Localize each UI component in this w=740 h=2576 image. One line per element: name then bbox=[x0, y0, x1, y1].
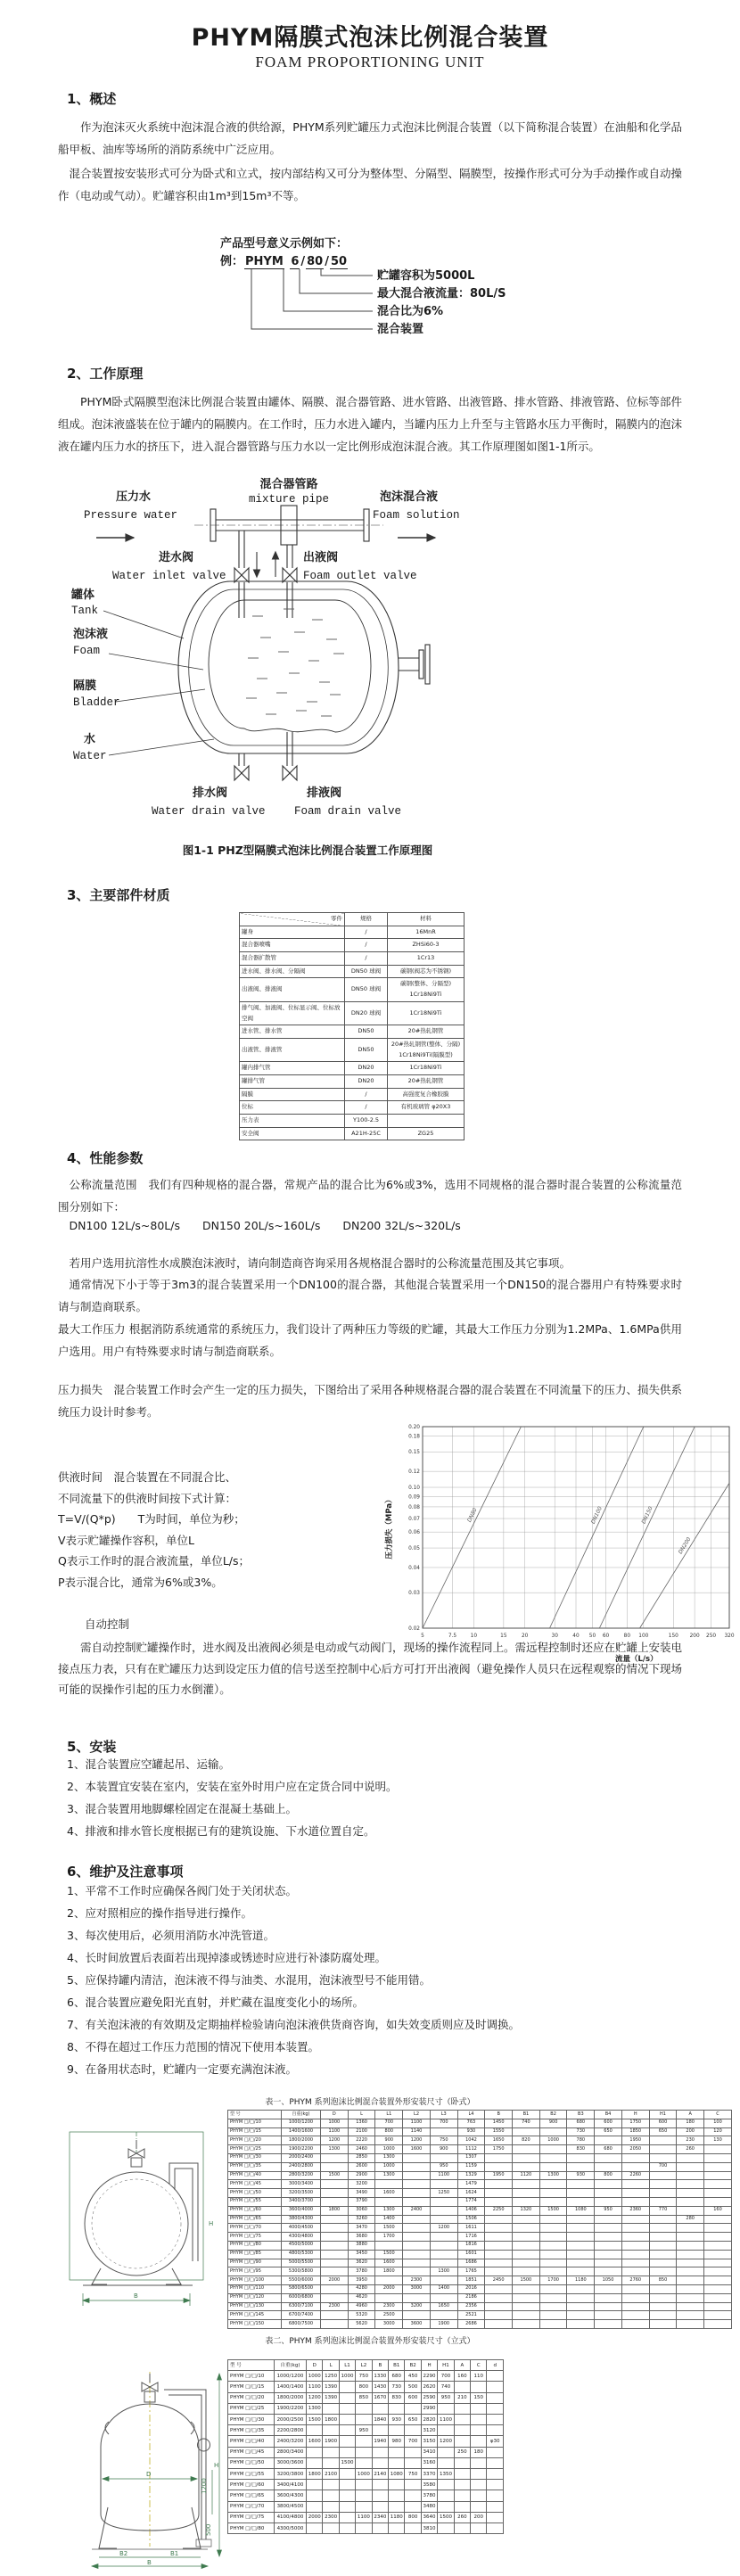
svg-text:20: 20 bbox=[521, 1634, 529, 1639]
svg-text:40: 40 bbox=[572, 1634, 580, 1639]
series-label: DN150 bbox=[640, 1505, 654, 1526]
para-max-pressure: 最大工作压力 根据消防系统通常的系统压力，我们设计了两种压力等级的贮罐，其最大工作压力分别为1.2MPa、1.6MPa供用户选用。用户有特殊要求时请与制造商联系。 bbox=[58, 1322, 682, 1358]
list-item: 2、应对照相应的操作指导进行操作。 bbox=[67, 1906, 252, 1920]
list-item: 9、在备用状态时，贮罐内一定要充满泡沫液。 bbox=[67, 2062, 297, 2076]
table-row: PHYM □/□/40 2400/3200 1600 1900 1940 980 700 3150 1200 φ30 bbox=[228, 2436, 504, 2447]
table-row: PHYM □/□/60 3600/4000 1800 3060 1300 2400 1406 2250 1320 1500 1080 950 2360 770 160 bbox=[228, 2206, 732, 2215]
table-row: PHYM □/□/10 1000/1200 1000 1360 700 1100 700 763 1450 740 900 680 600 1750 600 180 100 bbox=[228, 2119, 732, 2127]
callout-volume: 贮罐容积为5000L bbox=[377, 269, 475, 283]
svg-text:0.20: 0.20 bbox=[408, 1425, 420, 1430]
column-header: B2 bbox=[405, 2360, 421, 2371]
table2-header bbox=[228, 2360, 504, 2371]
table-row: 排气阀、加液阀、位标显示阀、位标放空阀 DN20 球阀 1Cr18Ni9Ti bbox=[240, 1001, 465, 1025]
table-row: PHYM □/□/30 2000/2500 1500 1800 1840 930 650 2820 1100 bbox=[228, 2415, 504, 2425]
section1-para1: 作为泡沫灭火系统中泡沫混合液的供给源，PHYM系列贮罐压力式泡沫比例混合装置（以下简称混合装置）在油船和化学品船甲板、油库等场所的消防系统中广泛应用。 bbox=[58, 120, 682, 156]
drawing2-dim-h: H bbox=[214, 2462, 219, 2469]
label-foam-en: Foam bbox=[73, 645, 101, 657]
label-foam-drain-en: Foam drain valve bbox=[294, 805, 402, 818]
column-header: B bbox=[372, 2360, 388, 2371]
list-item: 1、混合装置应空罐起吊、运输。 bbox=[67, 1757, 230, 1771]
list-item: 2、本装置宜安装在室内，安装在室外时用户应在定货合同中说明。 bbox=[67, 1780, 398, 1793]
svg-text:0.07: 0.07 bbox=[408, 1517, 420, 1523]
table-row: PHYM □/□/20 1800/2000 1200 1390 850 1670 830 600 2590 950 210 150 bbox=[228, 2392, 504, 2403]
chart-ylabel: 压力损失（MPa） bbox=[385, 1495, 394, 1560]
model-example bbox=[205, 234, 588, 350]
column-header: B bbox=[485, 2111, 513, 2119]
table-row: PHYM □/□/95 5300/5800 3780 1800 1300 1765 bbox=[228, 2267, 732, 2276]
table-row: PHYM □/□/90 5000/5500 3620 1600 1686 bbox=[228, 2259, 732, 2267]
svg-text:320: 320 bbox=[724, 1634, 735, 1639]
para-flow-range: 公称流量范围 我们有四种规格的混合器，常规产品的混合比为6%或3%，选用不同规格的混合器时混合装置的公称流量范围分别如下： bbox=[58, 1178, 682, 1214]
section5-heading: 5、安装 bbox=[67, 1739, 117, 1755]
svg-text:60: 60 bbox=[602, 1634, 610, 1639]
table-row: 罐身 / 16MnR bbox=[240, 926, 465, 939]
column-header: H bbox=[421, 2360, 437, 2371]
drawing2-dim-1200: 1200 bbox=[201, 2478, 208, 2494]
table-row: PHYM □/□/45 3000/3400 3200 1479 bbox=[228, 2180, 732, 2189]
table2-caption: 表二、PHYM 系列泡沫比例混合装置外形安装尺寸（立式） bbox=[265, 2337, 475, 2346]
model-part-volume: 50 bbox=[330, 255, 348, 268]
svg-text:0.05: 0.05 bbox=[408, 1546, 420, 1552]
column-header: L2 bbox=[403, 2111, 431, 2119]
table-row: 安全阀 A21H-25C ZG25 bbox=[240, 1127, 465, 1140]
column-header: L2 bbox=[356, 2360, 372, 2371]
column-header: 零件 bbox=[240, 913, 345, 926]
table-row: PHYM □/□/50 3200/3500 3490 1600 1250 1624 bbox=[228, 2189, 732, 2198]
column-header: 型 号 bbox=[228, 2360, 275, 2371]
table1-header bbox=[228, 2111, 732, 2119]
column-header: A bbox=[677, 2111, 704, 2119]
table-row: PHYM □/□/35 2400/2800 2600 1000 950 1159 700 bbox=[228, 2162, 732, 2171]
svg-text:0.18: 0.18 bbox=[408, 1434, 420, 1440]
list-item: 4、长时间放置后表面若出现掉漆或锈迹时应进行补漆防腐处理。 bbox=[67, 1951, 386, 1964]
auto-control-para: 需自动控制贮罐操作时，进水阀及出液阀必须是电动或气动阀门，现场的操作流程同上。需远程控制时还应在贮罐上安装电接点压力表，只有在贮罐压力达到设定压力值的信号送至控制中心后方可打开出液阀（避免操作人员只在远程观察的情况下现场可能的误操作引起的压力水倒灌）。 bbox=[58, 1641, 683, 1696]
table-row: 出液阀、排液阀 DN50 球阀 碳钢(整体、分隔型) 1Cr18Ni9Ti bbox=[240, 978, 465, 1001]
list-item: 8、不得在超过工作压力范围的情况下使用本装置。 bbox=[67, 2040, 319, 2053]
svg-text:0.04: 0.04 bbox=[408, 1565, 420, 1571]
list-item: 5、应保持罐内清洁，泡沫液不得与油类、水混用，泡沫液型号不能用错。 bbox=[67, 1973, 431, 1987]
list-item: 3、混合装置用地脚螺栓固定在混凝土基础上。 bbox=[67, 1802, 297, 1815]
para-pressure-loss: 压力损失 混合装置工作时会产生一定的压力损失，下图给出了采用各种规格混合器的混合装置在不同流量下的压力、损失供系统压力设计时参考。 bbox=[58, 1383, 683, 1419]
table-row: PHYM □/□/25 1900/2200 1300 2990 bbox=[228, 2403, 504, 2414]
table-row: PHYM □/□/145 6700/7400 5320 2500 2521 bbox=[228, 2311, 732, 2320]
section2-para: PHYM卧式隔膜型泡沫比例混合装置由罐体、隔膜、混合器管路、进水管路、出液管路、排水管路、排液管路、位标等部件组成。泡沫液盛装在位于罐内的隔膜内。在工作时，压力水进入罐内，当罐内压力上升至与主管路水压力平衡时，隔膜内的泡沫液在罐内压力水的挤压下，进入混合器管路与压力水以一定比例形成泡沫混合液。其工作原理图如图1-1所示。 bbox=[58, 395, 683, 453]
svg-text:10: 10 bbox=[470, 1634, 478, 1639]
model-part-series: PHYM bbox=[245, 255, 284, 268]
table-row: 罐内排气管 DN20 1Cr18Ni9Ti bbox=[240, 1062, 465, 1075]
dimensions-table-vertical bbox=[227, 2359, 504, 2534]
series-label: DN80 bbox=[465, 1507, 479, 1524]
list-item: 4、排液和排水管长度根据已有的建筑设施、下水道位置自定。 bbox=[67, 1824, 375, 1838]
table-row: PHYM □/□/85 4800/5300 3450 1500 1601 bbox=[228, 2250, 732, 2259]
table-row: PHYM □/□/100 5500/6000 2000 3950 2300 1851 2450 1500 1700 1180 1050 2760 850 bbox=[228, 2276, 732, 2285]
svg-text:250: 250 bbox=[706, 1634, 717, 1639]
table-row: PHYM □/□/40 2800/3200 1500 2900 1300 1100 1329 1950 1120 1300 930 800 2260 bbox=[228, 2171, 732, 2180]
svg-text:0.09: 0.09 bbox=[408, 1494, 420, 1501]
column-header: 自重(kg) bbox=[282, 2111, 321, 2119]
list-item: P表示混合比，通常为6%或3%。 bbox=[58, 1575, 223, 1589]
table-row: PHYM □/□/80 4300/5000 3810 bbox=[228, 2523, 504, 2534]
list-item: 1、平常不工作时应确保各阀门处于关闭状态。 bbox=[67, 1884, 297, 1897]
label-foam-outlet-cn: 出液阀 bbox=[303, 551, 339, 564]
svg-text:0.15: 0.15 bbox=[408, 1450, 420, 1456]
table-row: PHYM □/□/15 1400/1400 1100 1390 800 1430 730 500 2620 740 bbox=[228, 2382, 504, 2392]
column-header: 规格 bbox=[345, 913, 388, 926]
svg-text:150: 150 bbox=[668, 1634, 678, 1639]
table-row: PHYM □/□/80 4500/5000 3880 1816 bbox=[228, 2241, 732, 2250]
label-foam-outlet-en: Foam outlet valve bbox=[303, 570, 417, 582]
table-row: PHYM □/□/35 2200/2800 950 3120 bbox=[228, 2425, 504, 2436]
label-mixture-pipe-cn: 混合器管路 bbox=[259, 478, 318, 491]
model-example-prefix: 例： bbox=[220, 255, 244, 268]
column-header: B4 bbox=[595, 2111, 622, 2119]
list-item: 7、有关泡沫液的有效期及定期抽样检验请向泡沫液供货商咨询，如失效变质则应及时调换。 bbox=[67, 2018, 520, 2031]
drawing1-dim-h: H bbox=[209, 2220, 214, 2227]
column-header: D bbox=[307, 2360, 323, 2371]
para-usual: 通常情况下小于等于3m3的混合装置采用一个DN100的混合器，其他混合装置采用一个DN150的混合器用户有特殊要求时请与制造商联系。 bbox=[58, 1278, 682, 1313]
table-row: 混合器扩散管 / 1Cr13 bbox=[240, 952, 465, 966]
page-subtitle: FOAM PROPORTIONING UNIT bbox=[255, 53, 485, 70]
series-label: DN200 bbox=[677, 1536, 693, 1556]
section2-heading: 2、工作原理 bbox=[67, 366, 144, 382]
callout-ratio: 混合比为6% bbox=[377, 305, 444, 318]
svg-text:80: 80 bbox=[623, 1634, 631, 1639]
label-foam-drain-cn: 排液阀 bbox=[307, 786, 342, 800]
materials-table bbox=[239, 912, 465, 1140]
callout-device: 混合装置 bbox=[377, 323, 424, 336]
column-header: L bbox=[323, 2360, 339, 2371]
label-mixture-pipe-en: mixture pipe bbox=[248, 493, 330, 506]
column-header: H1 bbox=[438, 2360, 454, 2371]
column-header: 材料 bbox=[388, 913, 465, 926]
table-row: PHYM □/□/20 1800/2000 1200 2220 900 1200 750 1042 1650 820 1000 780 1950 230 130 bbox=[228, 2136, 732, 2145]
model-part-flow: 80 bbox=[307, 255, 324, 268]
table-row: PHYM □/□/150 6800/7500 5620 3000 3600 1900 2686 bbox=[228, 2320, 732, 2329]
table-row: 出液管、排液管 DN50 20#热轧钢管(整体、分隔) 1Cr18Ni9Ti(隔膜型) bbox=[240, 1038, 465, 1061]
table-row: PHYM □/□/120 6000/6800 4620 2186 bbox=[228, 2293, 732, 2302]
table-row: PHYM □/□/65 3800/4300 3260 1400 1506 280 bbox=[228, 2215, 732, 2224]
list-item: 3、每次使用后，必须用消防水冲洗管道。 bbox=[67, 1929, 275, 1942]
drawing2-dim-b2: B2 bbox=[119, 2550, 128, 2557]
table1-caption: 表一、PHYM 系列泡沫比例混合装置外形安装尺寸（卧式） bbox=[265, 2098, 475, 2107]
series-label: DN100 bbox=[589, 1505, 604, 1526]
label-water-inlet-cn: 进水阀 bbox=[159, 551, 194, 564]
drawing2-dim-b1: B1 bbox=[170, 2550, 179, 2557]
column-header: H1 bbox=[649, 2111, 677, 2119]
label-bladder-en: Bladder bbox=[73, 696, 120, 709]
column-header: L1 bbox=[339, 2360, 355, 2371]
column-header: B3 bbox=[567, 2111, 595, 2119]
table-row: PHYM □/□/55 3200/3800 1800 2100 1000 2140 1080 750 3370 1350 bbox=[228, 2469, 504, 2480]
list-item: T=V/(Q*p) T为时间，单位为秒； bbox=[58, 1512, 245, 1526]
tank-drawing-vertical bbox=[78, 2365, 226, 2572]
supply-time-block bbox=[58, 1467, 370, 1593]
materials-table-header bbox=[240, 913, 465, 926]
section3-heading: 3、主要部件材质 bbox=[67, 887, 170, 903]
table-row: PHYM □/□/25 1900/2200 1300 2460 1000 1600 900 1112 1750 830 680 2050 260 bbox=[228, 2145, 732, 2154]
svg-text:30: 30 bbox=[551, 1634, 558, 1639]
section1-heading: 1、概述 bbox=[67, 91, 117, 107]
dimensions-table-horizontal bbox=[227, 2110, 732, 2329]
section4-heading: 4、性能参数 bbox=[67, 1150, 144, 1166]
table-row: 隔膜 / 高强度复合橡胶膜 bbox=[240, 1088, 465, 1101]
label-tank-en: Tank bbox=[71, 605, 99, 617]
list-item: 6、混合装置应避免阳光直射，并贮藏在温度变化小的场所。 bbox=[67, 1996, 364, 2009]
table-row: PHYM □/□/75 4300/4800 3680 1700 1716 bbox=[228, 2233, 732, 2242]
table-row: PHYM □/□/60 3400/4100 3580 bbox=[228, 2480, 504, 2490]
table-row: PHYM □/□/75 4100/4800 2000 2300 1100 2340 1180 800 3640 1500 260 200 bbox=[228, 2512, 504, 2523]
table-row: PHYM □/□/70 3800/4500 3480 bbox=[228, 2501, 504, 2512]
table-row: 进水管、排水管 DN50 20#热轧钢管 bbox=[240, 1025, 465, 1039]
drawing1-dim-b: B bbox=[134, 2292, 138, 2300]
column-header: L1 bbox=[375, 2111, 403, 2119]
column-header: B1 bbox=[513, 2111, 540, 2119]
tank-drawing-horizontal bbox=[52, 2127, 226, 2315]
label-tank-cn: 罐体 bbox=[71, 588, 95, 602]
column-header: D bbox=[321, 2111, 349, 2119]
table-row: 混合器喷嘴 / ZHSi60-3 bbox=[240, 939, 465, 952]
section1-para2: 混合装置按安装形式可分为卧式和立式，按内部结构又可分为整体型、分隔型、隔膜型，按操作形式可分为手动操作或自动操作（电动或气动）。贮罐容积由1m³到15m³不等。 bbox=[58, 167, 683, 202]
callout-flow: 最大混合液流量：80L/S bbox=[377, 287, 506, 300]
svg-text:0.06: 0.06 bbox=[408, 1530, 420, 1536]
drawing2-dim-d: D bbox=[146, 2471, 152, 2478]
svg-text:5: 5 bbox=[421, 1634, 424, 1639]
label-foam-solution-en: Foam solution bbox=[373, 509, 460, 522]
label-foam-solution-cn: 泡沫混合液 bbox=[380, 490, 439, 504]
column-header: L4 bbox=[457, 2111, 485, 2119]
label-water-cn: 水 bbox=[84, 733, 96, 746]
model-example-code: 例： PHYM 6 / 80 / 50 bbox=[220, 255, 348, 268]
table-row: 罐排气管 DN20 20#热轧钢管 bbox=[240, 1074, 465, 1088]
column-header: C bbox=[471, 2360, 487, 2371]
column-header: A bbox=[454, 2360, 470, 2371]
svg-text:7.5: 7.5 bbox=[448, 1634, 457, 1639]
svg-text:15: 15 bbox=[500, 1634, 507, 1639]
list-item: 供液时间 混合装置在不同混合比、 bbox=[58, 1470, 237, 1484]
section6-heading: 6、维护及注意事项 bbox=[67, 1864, 184, 1880]
svg-text:0.08: 0.08 bbox=[408, 1504, 420, 1510]
label-water-drain-en: Water drain valve bbox=[152, 805, 266, 818]
model-part-ratio: 6 bbox=[291, 255, 300, 268]
drawing2-dim-b: B bbox=[147, 2559, 152, 2566]
table-row: 压力表 Y100-2.5 bbox=[240, 1115, 465, 1128]
label-water-en: Water bbox=[73, 750, 107, 762]
column-header: C bbox=[704, 2111, 732, 2119]
svg-text:200: 200 bbox=[689, 1634, 700, 1639]
svg-text:0.02: 0.02 bbox=[408, 1626, 420, 1632]
column-header: B1 bbox=[389, 2360, 405, 2371]
table-row: PHYM □/□/130 6300/7100 2300 4960 2300 3200 1650 2356 bbox=[228, 2302, 732, 2311]
drawing2-dim-500: 500 bbox=[205, 2523, 212, 2536]
chart-xlabel: 流量（L/s） bbox=[615, 1655, 658, 1664]
install-list bbox=[67, 1753, 682, 1842]
column-header: L3 bbox=[430, 2111, 457, 2119]
maintenance-list bbox=[67, 1880, 682, 2080]
column-header: B2 bbox=[539, 2111, 567, 2119]
label-water-inlet-en: Water inlet valve bbox=[112, 570, 226, 582]
auto-control-heading: 自动控制 bbox=[85, 1617, 130, 1631]
table-row: PHYM □/□/10 1000/1200 1000 1250 1000 750 1330 680 450 2290 700 160 110 bbox=[228, 2371, 504, 2382]
list-item: V表示贮罐操作容积，单位L bbox=[58, 1533, 195, 1547]
figure-caption: 图1-1 PHZ型隔膜式泡沫比例混合装置工作原理图 bbox=[182, 844, 433, 857]
label-pressure-water-en: Pressure water bbox=[84, 509, 178, 522]
table-row: PHYM □/□/65 3600/4300 3780 bbox=[228, 2490, 504, 2501]
table-row: PHYM □/□/15 1400/1600 1100 2100 800 1140 930 1550 730 650 1850 650 200 120 bbox=[228, 2127, 732, 2136]
label-bladder-cn: 隔膜 bbox=[73, 679, 97, 693]
svg-text:0.03: 0.03 bbox=[408, 1591, 420, 1597]
principle-diagram bbox=[70, 475, 462, 834]
column-header: 自重(kg) bbox=[275, 2360, 307, 2371]
table-row: 位标 / 有机玻璃管 φ20X3 bbox=[240, 1101, 465, 1115]
svg-text:100: 100 bbox=[638, 1634, 649, 1639]
model-example-intro: 产品型号意义示例如下： bbox=[220, 237, 349, 251]
pressure-loss-chart bbox=[382, 1418, 736, 1666]
para-note: 若用户选用抗溶性水成膜泡沫液时，请向制造商咨询采用各规格混合器时的公称流量范围及其它事项。 bbox=[69, 1256, 571, 1270]
column-header: L bbox=[348, 2111, 375, 2119]
list-item: Q表示工作时的混合液流量，单位L/s； bbox=[58, 1554, 251, 1568]
label-water-drain-cn: 排水阀 bbox=[193, 786, 228, 800]
table-row: PHYM □/□/110 5800/6500 4280 2000 3000 1400 2016 bbox=[228, 2284, 732, 2293]
column-header: 型 号 bbox=[228, 2111, 282, 2119]
svg-text:0.10: 0.10 bbox=[408, 1486, 420, 1492]
column-header: d bbox=[487, 2360, 504, 2371]
page-title: PHYM隔膜式泡沫比例混合装置 bbox=[191, 24, 549, 52]
table-row: 进水阀、排水阀、分隔阀 DN50 球阀 碳钢(阀芯为不锈钢) bbox=[240, 965, 465, 978]
svg-text:0.12: 0.12 bbox=[408, 1469, 420, 1476]
table-row: PHYM □/□/50 3000/3600 1500 3160 bbox=[228, 2457, 504, 2468]
table-row: PHYM □/□/45 2800/3400 3410 250 180 bbox=[228, 2447, 504, 2457]
label-pressure-water-cn: 压力水 bbox=[116, 490, 152, 504]
para-flow-values: DN100 12L/s~80L/s DN150 20L/s~160L/s DN200 32L/s~320L/s bbox=[69, 1219, 461, 1232]
table-row: PHYM □/□/55 3400/3700 3790 1774 bbox=[228, 2197, 732, 2206]
label-foam-cn: 泡沫液 bbox=[73, 628, 109, 641]
list-item: 不同流量下的供液时间按下式计算： bbox=[58, 1491, 237, 1505]
column-header: H bbox=[621, 2111, 649, 2119]
table-row: PHYM □/□/30 2000/2400 2850 1300 1307 bbox=[228, 2153, 732, 2162]
svg-text:50: 50 bbox=[588, 1634, 596, 1639]
table-row: PHYM □/□/70 4000/4500 3470 1500 1200 1611 bbox=[228, 2224, 732, 2233]
